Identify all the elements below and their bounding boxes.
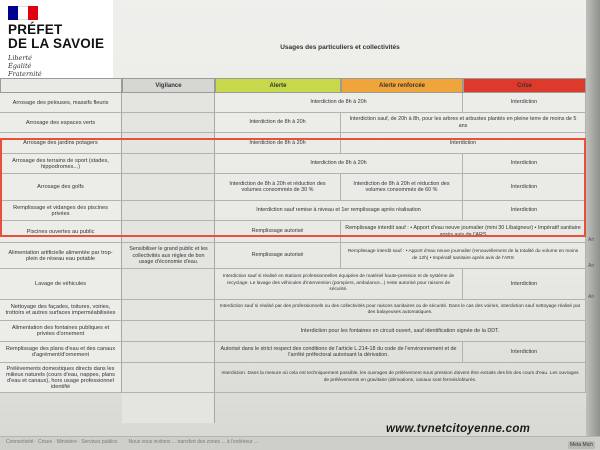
table-row: [0, 363, 590, 393]
usage-label: Piscines ouvertes au public: [0, 221, 122, 242]
usage-label: Lavage de véhicules: [0, 269, 122, 299]
usage-label: Arrosage des golfs: [0, 174, 122, 200]
table-row: [0, 300, 590, 321]
motto-fraternite: Fraternité: [8, 70, 42, 78]
restriction-cell: Interdiction: [463, 154, 586, 173]
table-row: [0, 269, 590, 300]
restriction-cell: Interdiction sauf si réalisé par des professionnels ou des collectivités pour raisons sanitaires ou de sécurité. Dans le cas des voiries, interdiction sauf nettoyage réalisé par des balayeuses automatiques.: [215, 300, 586, 320]
restriction-cell: Interdiction: [463, 174, 586, 200]
restriction-cell: Interdiction: [463, 201, 586, 220]
vigilance-text: Sensibiliser le grand public et les collectivités aux règles de bon usage d'économie d'eau.: [129, 246, 208, 265]
table-row: [0, 113, 590, 133]
header-vigilance: Vigilance: [122, 78, 215, 93]
flag-red: [28, 6, 38, 20]
header-alerte-renforcee: Alerte renforcée: [341, 78, 463, 93]
footer-mid: Nous vous invitons ... transfert des zones ... à l'extérieur ...: [128, 439, 259, 445]
usage-label: Arrosage des pelouses, massifs fleuris: [0, 93, 122, 112]
footer-strip: [0, 436, 600, 450]
table-row: [0, 342, 590, 363]
header-usage: [0, 78, 122, 93]
motto-egalite: Égalité: [8, 62, 32, 70]
restriction-cell: Interdiction: [463, 342, 586, 362]
usage-label: Arrosage des jardins potagers: [0, 133, 122, 153]
usage-label: Arrosage des terrains de sport (stades, hippodromes...): [0, 154, 122, 173]
logo-motto: [8, 54, 105, 78]
side-snippet: Ari: [588, 263, 595, 269]
restriction-cell: Interdiction sauf, de 20h à 8h, pour les arbres et arbustes plantés en pleine terre de moins de 5 ans: [341, 113, 586, 132]
restriction-cell: Autorisé dans le strict respect des conditions de l'article L.214-18 du code de l'environnement et de l'arrêté préfectoral autorisant la dérivation.: [215, 342, 463, 362]
side-snippet: Ari: [588, 294, 595, 300]
restriction-cell: Interdiction de 8h à 20h: [215, 93, 463, 112]
restriction-cell: Interdiction de 8h à 20h et réduction des volumes consommés de 30 %: [215, 174, 341, 200]
restriction-cell: Interdiction de 8h à 20h: [215, 113, 341, 132]
restriction-cell: Interdiction de 8h à 20h: [215, 154, 463, 173]
french-flag-icon: [8, 6, 38, 20]
restriction-cell: Remplissage autorisé: [215, 221, 341, 242]
restriction-cell: Interdiction sauf remise à niveau et 1er remplissage après réalisation: [215, 201, 463, 220]
table-row: [0, 243, 590, 269]
restriction-cell: Remplissage interdit sauf : • Apport d'eau neuve journalier (mini 30 L/baigneur) • Impératif sanitaire après avis de l'ARS: [341, 221, 586, 242]
restriction-cell: Interdiction sauf si réalisé en stations professionnelles équipées de matériel haute-pression et de système de recyclage. Le lavage des véhicules d'intervention (pompiers, ambulance...) reste autorisé pour raisons de sécurité.: [215, 269, 463, 299]
header-crise: Crise: [463, 78, 586, 93]
flag-white: [18, 6, 28, 20]
watermark: www.tvnetcitoyenne.com: [386, 423, 531, 435]
logo-title-line1: PRÉFET: [8, 22, 63, 37]
side-snippet: Ari: [588, 237, 595, 243]
restriction-cell: Interdiction: [463, 269, 586, 299]
usage-label: Alimentation artificielle alimentée par trop-plein de réseau eau potable: [0, 243, 122, 268]
restriction-cell: Interdiction de 8h à 20h et réduction des volumes consommés de 60 %: [341, 174, 463, 200]
restriction-cell: Remplissage interdit sauf : • Apport d'eau neuve journalier (renouvellement de la totalité du volume en moins de 12h) • Impératif sanitaire après avis de l'ARS: [341, 243, 586, 268]
flag-blue: [8, 6, 18, 20]
prefecture-logo: [0, 0, 113, 86]
usage-label: Remplissage des plans d'eau et des canaux d'agrément/d'ornement: [0, 342, 122, 362]
logo-title-line2: DE LA SAVOIE: [8, 36, 105, 51]
restriction-cell: Interdiction de 8h à 20h: [215, 133, 341, 153]
usage-label: Nettoyage des façades, toitures, voiries, trottoirs et autres surfaces imperméabilisées: [0, 300, 122, 320]
table-row: [0, 321, 590, 342]
page-heading: Usages des particuliers et collectivités: [280, 44, 400, 51]
usage-label: Prélèvements domestiques directs dans les milieux naturels (cours d'eau, nappes, plans d'eau et canaux), hors usage professionnel identifié: [0, 363, 122, 392]
table-row: [0, 93, 590, 113]
restriction-cell: Remplissage autorisé: [215, 243, 341, 268]
highlight-box: [0, 138, 586, 237]
usage-label: Remplissage et vidanges des piscines privées: [0, 201, 122, 220]
usage-label: Alimentation des fontaines publiques et privées d'ornement: [0, 321, 122, 341]
restriction-cell: Interdiction: [463, 93, 586, 112]
usage-label: Arrosage des espaces verts: [0, 113, 122, 132]
header-alerte: Alerte: [215, 78, 341, 93]
footer-left: Connectivité · Crises · Ministère · Services publics: [6, 439, 118, 445]
restriction-cell: Interdiction pour les fontaines en circuit ouvert, sauf identification signée de la DDT.: [215, 321, 586, 341]
screen-bezel: [586, 0, 600, 450]
meta-label: Meta Mich: [570, 442, 594, 448]
motto-liberte: Liberté: [8, 54, 32, 62]
restriction-cell: Interdiction: [341, 133, 586, 153]
restriction-cell: Interdiction. Dans la mesure où cela est techniquement possible, les ouvrages de prélèvement sous pression doivent être extraits des lits des cours d'eau. Les ouvrages de prélèvements en gravitaire (dérivations, canaux sont fermés/obturés.: [215, 363, 586, 392]
